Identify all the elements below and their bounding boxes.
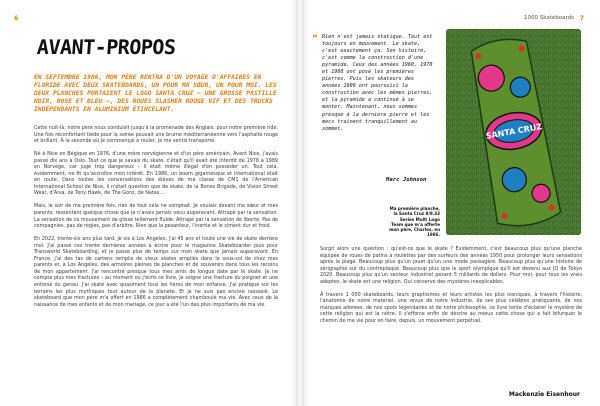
body-paragraph: En 2022, trente-six ans plus tard, je vis à Los Angeles, j'ai 45 ans et toute une vie de skate derrière moi. J'ai passé ces trente dernières années à écrire pour le magazine Skateboarder puis pour Transworld Skateboarding, et je passe plus de temps sur mon skate que jamais auparavant. En France, j'ai des tas de cartons remplis de vieux skates empilés dans le sous-sol de chez mes parents et, à Los Angeles, des armoires pleines de planches et de souvenirs dans tous les recoins de mon appartement. J'ai rencontré presque tous mes amis de longue date par le skate. Je ne compte plus mes fractures – au moment où j'écris ce livre, je soigne une fracture du poignet et une entorse du genou. J'ai skaté avec quasiment tous les héros de mon enfance. J'ai pratiqué sur les terrains les plus mythiques tout autour de la planète. Et je ne suis pas encore rassasié. Le skateboard que mon père m'a offert en 1986 a complètement chamboulé ma vie. Avec ceux de la naissance de mes enfants et de mon mariage, ce jour a été l'un des plus importants de ma vie.: [34, 236, 278, 308]
body-paragraph: À travers 1 000 skateboards, leurs graphismes et leurs artistes les plus iconiques, à travers l'histoire, l'anatomie de notre matériel, une revue de notre industrie, de ses plus célèbres pratiquants, de nos marques adorées, de nos spots légendaires et de notre philosophie, ce livre tente d'éclairer le mystère de cette religion qui est la nôtre. Il s'efforce enfin de décrire au mieux cette chose qui a fait bifurquer le chemin de ma vie pour en faire, depuis, un mouvement perpétuel.: [320, 291, 582, 324]
board-logo-text: SANTA CRUZ: [485, 122, 543, 141]
intro-paragraph: EN SEPTEMBRE 1986, MON PÈRE RENTRA D'UN VOYAGE D'AFFAIRES EN FLORIDE AVEC DEUX SKATEBOARDS, UN POUR MA SŒUR, UN POUR MOI. LES DEUX PLANCHES PORTAIENT LE LOGO SANTA CRUZ – UNE GROSSE PASTILLE NOIR, ROSE ET BLEU –, DES ROUES SLASHER ROUGE VIF ET DES TRUCKS INDÉPENDANTS EN ALUMINIUM ÉTINCELANT.: [34, 74, 277, 114]
quote-mark-icon: “: [312, 34, 318, 44]
chapter-title: AVANT-PROPOS: [36, 35, 177, 59]
author-signature: Mackenzie Eisenhour: [508, 391, 580, 398]
page-number-right: 7: [579, 15, 584, 22]
page-number-left: 6: [14, 15, 19, 22]
left-page: [0, 0, 296, 406]
skateboard-illustration: [446, 29, 581, 235]
body-paragraph: Surgit alors une question : qu'est-ce que le skate ? Évidemment, c'est beaucoup plus qu'une planche équipée de roues de patins à roulettes par des surfeurs des années 1950 pour prolonger leurs sensations après la plage. Beaucoup plus qu'un jouet qu'un une mode passagère. Beaucoup plus qu'une histoire de sérigraphie sur du contreplaqué. Beaucoup plus que le sport olympique qu'il est devenu aux JO de Tokyo 2020. Beaucoup plus qu'un secteur industriel pesant 5 milliards de dollars. Pour moi, pour tous les vrais adeptes, le skate est une religion. Qui conserve des mystères inexplicables.: [320, 246, 582, 285]
quote-author: Marc Johnson: [386, 177, 427, 183]
book-gutter: [296, 0, 304, 406]
body-paragraph: Né à Nice en Bégique en 1976, d'une mère norvégienne et d'un père américain. Avant Nice, j'avais passé dix ans à Oslo. Tout ce que je savais du skate, c'était qu'il avait été interdit de 1978 à 1989 en Norvège, car jugé trop dangereux – il était même illégal d'en posséder un. Tout cela, évidemment, ne fit qu'accroître mon intérêt. En 1986, un boom gigantesque et international était en route. Dans toutes les conversations des élèves de ma classe de CM1 de l'American International School de Nice, il n'était question que de skate, de la Bones Brigade, de Vision Street Wear, d'Alva, de Tony Hawk, de The Gonz, de Natas…: [34, 151, 278, 197]
skateboard-photo: [446, 29, 581, 235]
running-head: 1000 Skateboards: [524, 15, 574, 21]
body-paragraph: Mais, le soir de ma première fois, rien de tout cela ne comptait. Je voulais devant ma sœur et mes parents, ressentant quelque chose que je n'avais jamais vécu auparavant. Attrapé par la sensation. La sensation de ce mouvement de glisse tellement fluide. Attrapé par la sensation de liberté. Pas de compagnies, pas de règles, pas d'arbitre. Rien que la pesanteur, l'inertie et le ciment dur et froid.: [34, 203, 278, 230]
photo-caption: Ma première planche, la Santa Cruz 8/9.33 Series Multi Logo Team que m'a offerte mon père, Charles, en 1986.: [389, 206, 440, 238]
pull-quote: Rien n'est jamais statique. Tout est toujours en mouvement. Le skate, c'est exactement ça. Son histoire, c'est comme la construction d'une pyramide. Ceux des années 1960, 1970 et 1980 ont posé les premières pierres. Puis les skateurs des années 1990 ont poursuivi la construction avec les mêmes pierres, et la pyramide a continué à se monter. Maintenant, nous sommes presque à la dernière pierre et les mecs trainent tranquillement au sommet.: [322, 34, 433, 132]
right-body-text: [320, 246, 582, 331]
body-paragraph: Cette nuit-là, notre père nous conduisit jusqu'à la promenade des Anglais, pour notre première ride. Une fois réconfortant tiède pour la soirée pouvait une brume méditerranéenne vers l'asphalte rouge et brillant. À la seconde où je commençai à rouler, je me sentis transporté.: [34, 125, 278, 145]
left-body-text: [34, 125, 278, 315]
